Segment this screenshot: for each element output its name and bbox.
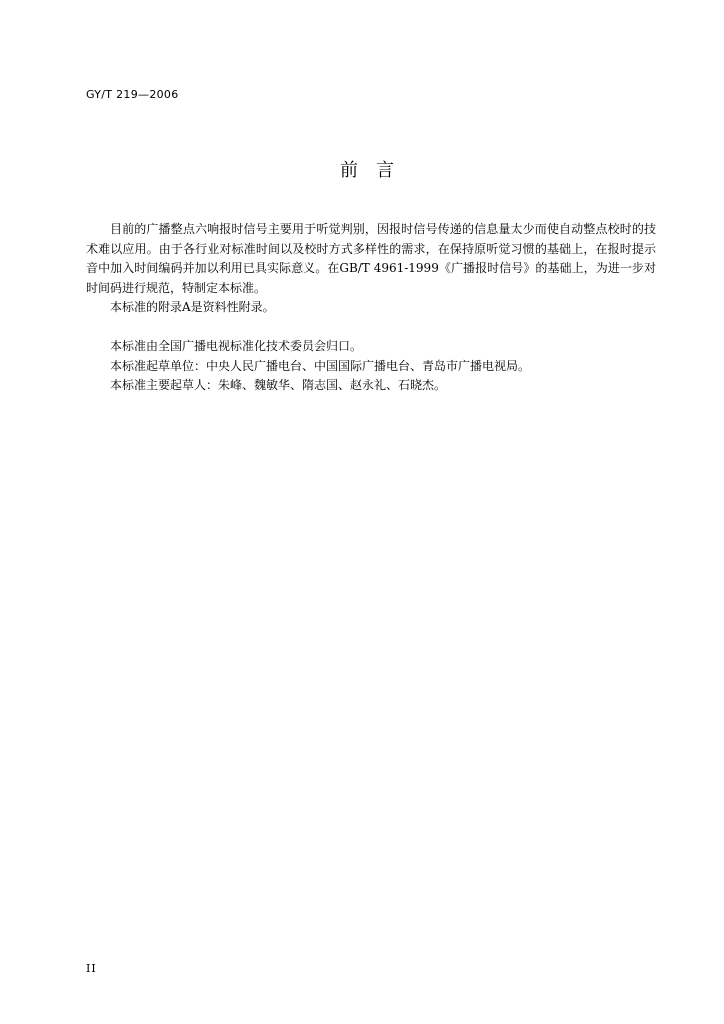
- paragraph-drafting-units: 本标准起草单位：中央人民广播电台、中国国际广播电台、青岛市广播电视局。: [110, 358, 531, 373]
- paragraph-drafters: 本标准主要起草人：朱峰、魏敏华、隋志国、赵永礼、石晓杰。: [110, 378, 447, 392]
- paragraph-responsible-committee: 本标准由全国广播电视标准化技术委员会归口。: [110, 339, 363, 353]
- foreword-body: [86, 220, 656, 396]
- page-number: II: [86, 962, 97, 975]
- standard-code: GY/T 219—2006: [86, 88, 179, 101]
- paragraph-gap: [86, 318, 656, 338]
- paragraph-appendix: 本标准的附录A是资料性附录。: [110, 300, 275, 314]
- paragraph-background: 目前的广播整点六响报时信号主要用于听觉判别，因报时信号传递的信息量太少而使自动整点校时的技术难以应用。由于各行业对标准时间以及校时方式多样性的需求，在保持原听觉习惯的基础上，在报时提示音中加入时间编码并加以利用已具实际意义。在GB/T 4961-1999《广播报时信号》的基础上，为进一步对时间码进行规范，特制定本标准。: [86, 222, 656, 295]
- page-title: 前 言: [340, 160, 394, 181]
